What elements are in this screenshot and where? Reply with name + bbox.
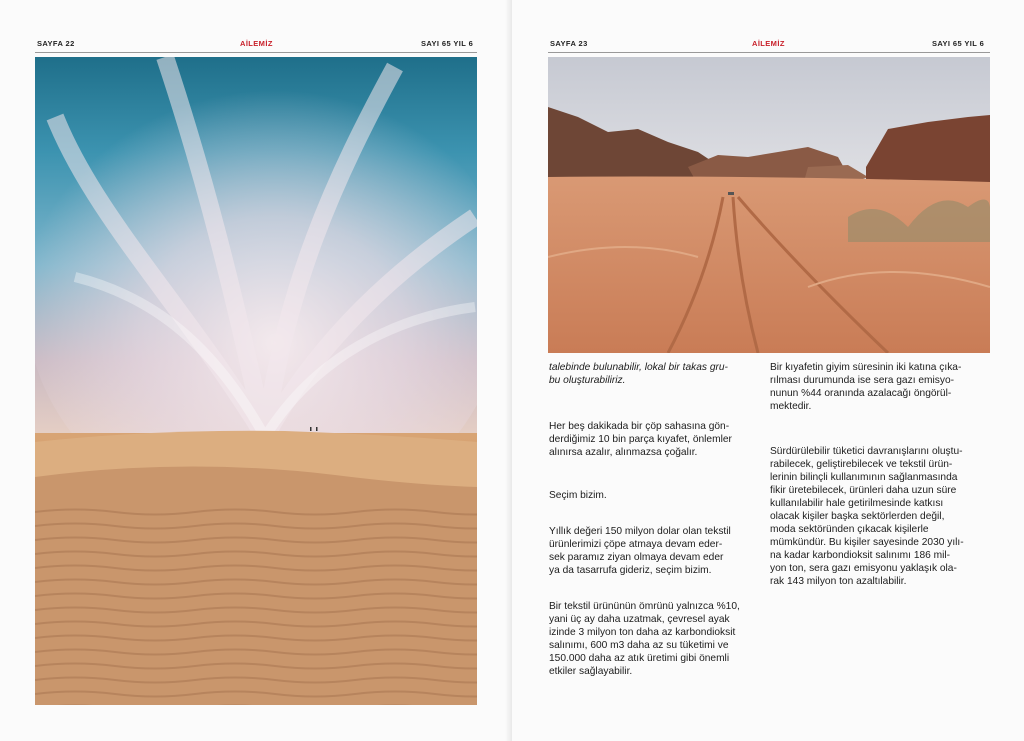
article-paragraph: Yıllık değeri 150 milyon dolar olan tekstil ürünlerimizi çöpe atmaya devam eder- sek paramız ziyan olmaya devam eder ya da tasarrufa gideriz, seçim bizim. — [549, 526, 731, 576]
article-paragraph: Bir kıyafetin giyim süresinin iki katına çıka- rılması durumunda ise sera gazı emisyo- nunun %44 oranında azalacağı öngörül- mektedir. — [770, 362, 962, 412]
header-rule-left — [35, 52, 477, 53]
article-paragraph: Seçim bizim. — [549, 490, 607, 501]
article-paragraph: talebinde bulunabilir, lokal bir takas gru- bu oluşturabiliriz. — [549, 362, 728, 386]
desert-sky-photo — [35, 57, 477, 705]
article-paragraph: Bir tekstil ürününün ömrünü yalnızca %10, yani üç ay daha uzatmak, çevresel ayak izinde 3 milyon ton daha az karbondioksit salınımı, 600 m3 daha az su tüketimi ve 150.000 daha az atık üretimi gibi önemli etkiler sağlayabilir. — [549, 601, 740, 677]
magazine-name-left: AİLEMİZ — [240, 39, 273, 48]
page-number-left: SAYFA 22 — [37, 39, 75, 48]
issue-info-right: SAYI 65 YIL 6 — [932, 39, 985, 48]
magazine-name-right: AİLEMİZ — [752, 39, 785, 48]
article-column-2 — [770, 361, 984, 588]
article-column-1 — [549, 361, 773, 678]
right-page — [512, 0, 1024, 741]
page-number-right: SAYFA 23 — [550, 39, 588, 48]
header-rule-right — [548, 52, 990, 53]
article-paragraph: Her beş dakikada bir çöp sahasına gön- derdiğimiz 10 bin parça kıyafet, önlemler alınırsa azalır, alınmazsa çoğalır. — [549, 421, 732, 458]
wadi-rum-photo — [548, 57, 990, 353]
article-paragraph: Sürdürülebilir tüketici davranışlarını oluştu- rabilecek, geliştirebilecek ve tekstil ürün- lerinin bilinçli kullanımının sağlanmasında fikir üretebilecek, ürünleri daha uzun süre kullanılabilir hale getirilmesinde katkısı olacak kişiler başka sektörlerden değil, moda sektöründen çıkacak kişilerle mümkündür. Bu kişiler sayesinde 2030 yılı- na kadar karbondioksit salınımı 186 mil- yon ton, sera gazı emisyonu yaklaşık ola- rak 143 milyon ton azaltılabilir. — [770, 446, 964, 587]
issue-info-left: SAYI 65 YIL 6 — [421, 39, 474, 48]
